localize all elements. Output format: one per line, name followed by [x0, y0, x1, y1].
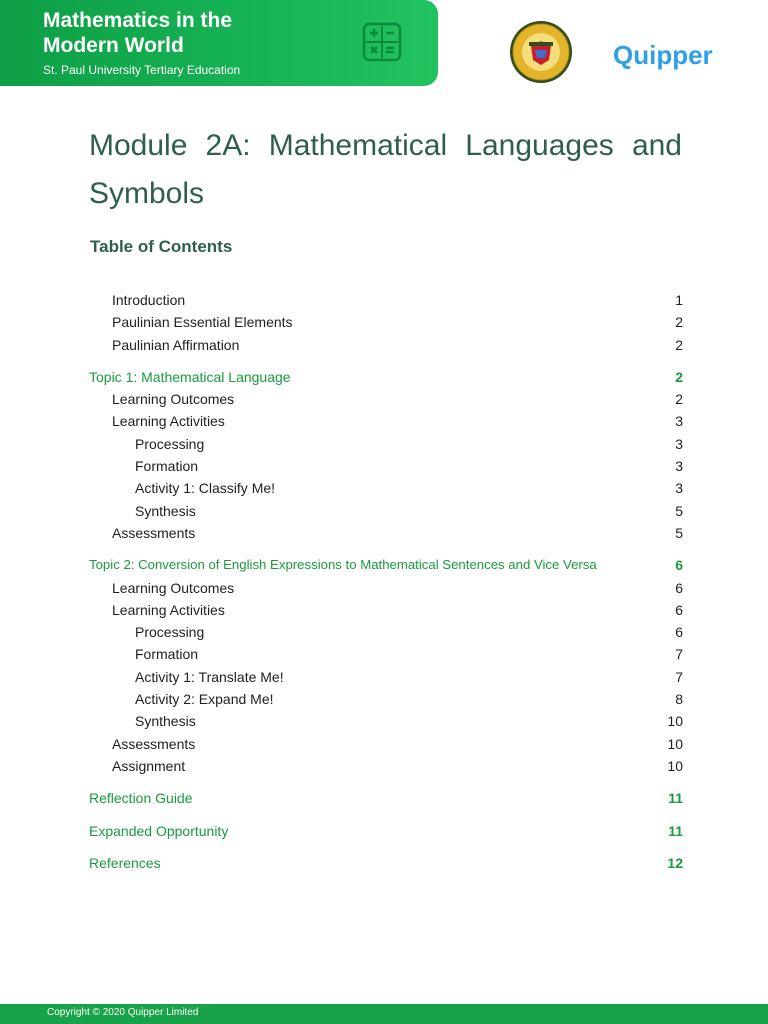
- header-banner: [0, 0, 438, 86]
- toc-item[interactable]: Synthesis 5: [135, 502, 683, 519]
- toc-item[interactable]: Paulinian Affirmation 2: [112, 336, 683, 353]
- table-of-contents: [89, 289, 683, 874]
- toc-topic[interactable]: Topic 2: Conversion of English Expressions to Mathematical Sentences and Vice Versa 6: [89, 557, 683, 574]
- toc-item[interactable]: Learning Outcomes 6: [112, 579, 683, 596]
- toc-item[interactable]: Formation 3: [135, 458, 683, 475]
- toc-item[interactable]: Introduction 1: [112, 292, 683, 308]
- document-title: Module 2A: Mathematical Languages and Symbols: [89, 129, 682, 210]
- toc-item[interactable]: Formation 7: [135, 646, 683, 663]
- course-subtitle: St. Paul University Tertiary Education: [43, 63, 241, 77]
- toc-heading: Table of Contents: [90, 237, 233, 256]
- toc-item[interactable]: Processing 6: [135, 624, 683, 641]
- toc-item[interactable]: Processing 3: [135, 435, 683, 452]
- toc-item[interactable]: Learning Activities 6: [112, 601, 683, 618]
- toc-item[interactable]: Learning Outcomes 2: [112, 391, 683, 408]
- toc-section[interactable]: Expanded Opportunity 11: [89, 822, 683, 839]
- calculator-icon: [362, 22, 402, 62]
- toc-item[interactable]: Assignment 10: [112, 757, 683, 774]
- toc-item[interactable]: Activity 2: Expand Me! 8: [135, 691, 683, 708]
- quipper-logo: Quipper: [613, 40, 713, 70]
- course-title: Mathematics in the Modern World: [43, 9, 233, 57]
- toc-item[interactable]: Assessments 5: [112, 524, 683, 541]
- university-seal-icon: [509, 20, 573, 84]
- toc-item[interactable]: Synthesis 10: [135, 713, 683, 730]
- toc-topic[interactable]: Topic 1: Mathematical Language 2: [89, 368, 683, 385]
- toc-item[interactable]: Paulinian Essential Elements 2: [112, 314, 683, 331]
- footer-bar: [0, 1004, 768, 1024]
- toc-section[interactable]: Reflection Guide 11: [89, 790, 683, 807]
- toc-item[interactable]: Learning Activities 3: [112, 413, 683, 430]
- toc-section[interactable]: References 12: [89, 854, 683, 871]
- toc-item[interactable]: Activity 1: Translate Me! 7: [135, 668, 683, 685]
- toc-item[interactable]: Activity 1: Classify Me! 3: [135, 480, 683, 497]
- copyright-text: Copyright © 2020 Quipper Limited: [47, 1007, 199, 1018]
- toc-item[interactable]: Assessments 10: [112, 735, 683, 752]
